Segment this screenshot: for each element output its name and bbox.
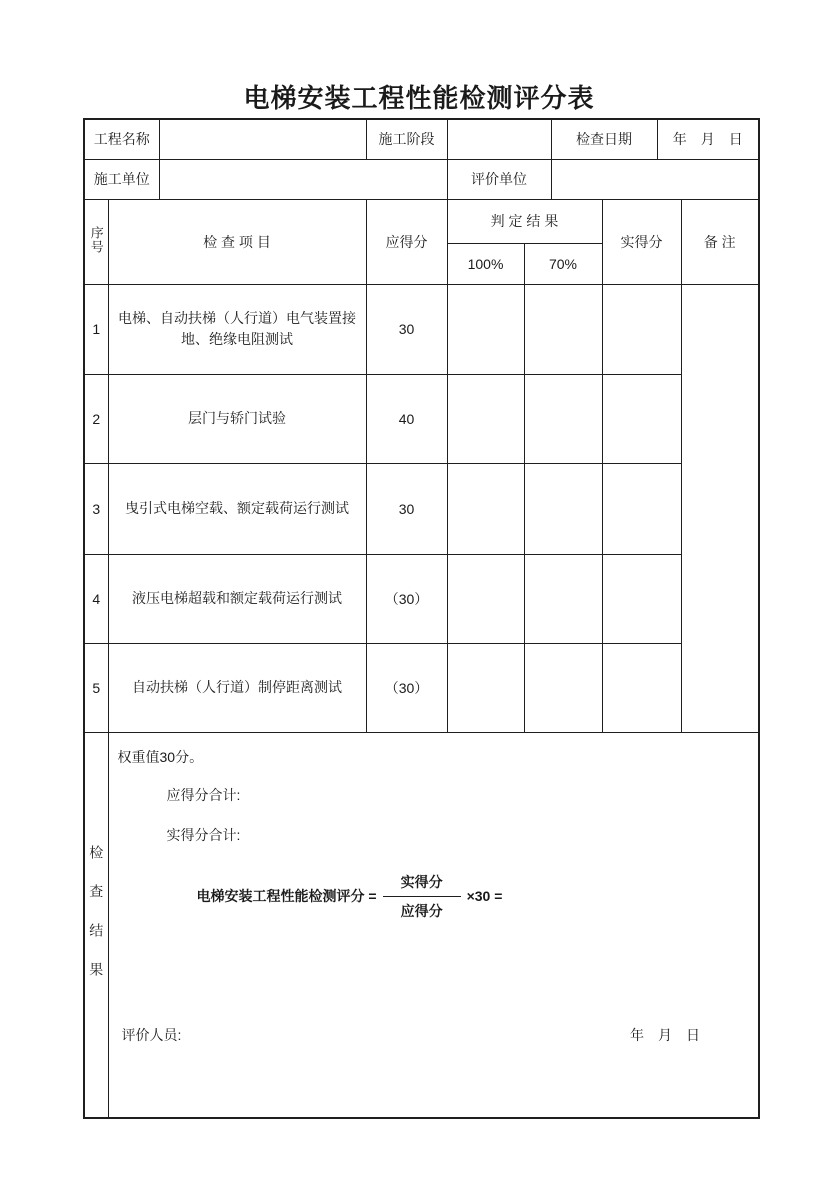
row-actual-score bbox=[602, 463, 681, 554]
row-actual-score bbox=[602, 643, 681, 732]
row-seq: 3 bbox=[84, 463, 108, 554]
column-header-seq bbox=[84, 199, 108, 284]
remarks-merged-cell bbox=[681, 284, 759, 732]
row-judgement-70 bbox=[524, 643, 602, 732]
row-actual-score bbox=[602, 554, 681, 643]
column-header-deserved-score: 应得分 bbox=[366, 199, 447, 284]
column-header-remarks: 备 注 bbox=[681, 199, 759, 284]
formula-lhs: 电梯安装工程性能检测评分 = bbox=[196, 888, 377, 904]
table-row bbox=[84, 554, 759, 643]
actual-total-label: 实得分合计: bbox=[166, 826, 241, 843]
row-deserved-score: 30 bbox=[366, 463, 447, 554]
row-item: 液压电梯超载和额定载荷运行测试 bbox=[108, 554, 366, 643]
inspection-date-value: 年 月 日 bbox=[657, 119, 759, 159]
construction-stage-value bbox=[447, 119, 551, 159]
row-judgement-100 bbox=[447, 463, 524, 554]
seq-header-vertical-text: 序号 bbox=[88, 226, 104, 254]
row-seq: 4 bbox=[84, 554, 108, 643]
column-header-actual-score: 实得分 bbox=[602, 199, 681, 284]
row-item: 自动扶梯（人行道）制停距离测试 bbox=[108, 643, 366, 732]
score-table bbox=[83, 118, 760, 1119]
formula-fraction bbox=[383, 871, 461, 922]
row-judgement-100 bbox=[447, 284, 524, 374]
column-header-item: 检 查 项 目 bbox=[108, 199, 366, 284]
evaluation-unit-value bbox=[551, 159, 759, 199]
row-deserved-score: （30） bbox=[366, 643, 447, 732]
info-row-1 bbox=[84, 119, 759, 159]
table-row bbox=[84, 463, 759, 554]
row-deserved-score: （30） bbox=[366, 554, 447, 643]
row-actual-score bbox=[602, 374, 681, 463]
table-row bbox=[84, 284, 759, 374]
column-header-100-percent: 100% bbox=[447, 243, 524, 284]
row-deserved-score: 30 bbox=[366, 284, 447, 374]
result-content-cell bbox=[108, 732, 759, 1118]
page-title: 电梯安装工程性能检测评分表 bbox=[243, 83, 595, 113]
evaluator-label: 评价人员: bbox=[121, 1027, 182, 1043]
row-seq: 5 bbox=[84, 643, 108, 732]
result-section-row bbox=[84, 732, 759, 1118]
construction-unit-label: 施工单位 bbox=[84, 159, 159, 199]
row-judgement-100 bbox=[447, 374, 524, 463]
table-row bbox=[84, 374, 759, 463]
row-deserved-score: 40 bbox=[366, 374, 447, 463]
column-header-judgement: 判 定 结 果 bbox=[447, 199, 602, 243]
result-section-vertical-label: 检查结果 bbox=[88, 845, 105, 1002]
row-judgement-70 bbox=[524, 554, 602, 643]
row-item: 层门与轿门试验 bbox=[108, 374, 366, 463]
project-name-label: 工程名称 bbox=[84, 119, 159, 159]
row-judgement-100 bbox=[447, 554, 524, 643]
row-judgement-70 bbox=[524, 374, 602, 463]
row-seq: 1 bbox=[84, 284, 108, 374]
formula-rhs: ×30 = bbox=[466, 888, 503, 904]
table-row bbox=[84, 643, 759, 732]
construction-unit-value bbox=[159, 159, 447, 199]
info-row-2 bbox=[84, 159, 759, 199]
row-judgement-70 bbox=[524, 463, 602, 554]
inspection-date-label: 检查日期 bbox=[551, 119, 657, 159]
project-name-value bbox=[159, 119, 366, 159]
row-seq: 2 bbox=[84, 374, 108, 463]
row-actual-score bbox=[602, 284, 681, 374]
row-judgement-100 bbox=[447, 643, 524, 732]
formula-denominator: 应得分 bbox=[400, 902, 443, 919]
evaluator-date: 年 月 日 bbox=[630, 1027, 700, 1043]
header-row-top bbox=[84, 199, 759, 243]
construction-stage-label: 施工阶段 bbox=[366, 119, 447, 159]
row-judgement-70 bbox=[524, 284, 602, 374]
column-header-70-percent: 70% bbox=[524, 243, 602, 284]
deserved-total-label: 应得分合计: bbox=[166, 786, 241, 803]
row-item: 电梯、自动扶梯（人行道）电气装置接地、绝缘电阻测试 bbox=[108, 284, 366, 374]
score-formula bbox=[197, 871, 503, 922]
result-section-label-cell bbox=[84, 732, 108, 1118]
weight-note: 权重值30分。 bbox=[117, 748, 204, 765]
evaluation-unit-label: 评价单位 bbox=[447, 159, 551, 199]
row-item: 曳引式电梯空载、额定载荷运行测试 bbox=[108, 463, 366, 554]
formula-numerator: 实得分 bbox=[383, 871, 461, 897]
